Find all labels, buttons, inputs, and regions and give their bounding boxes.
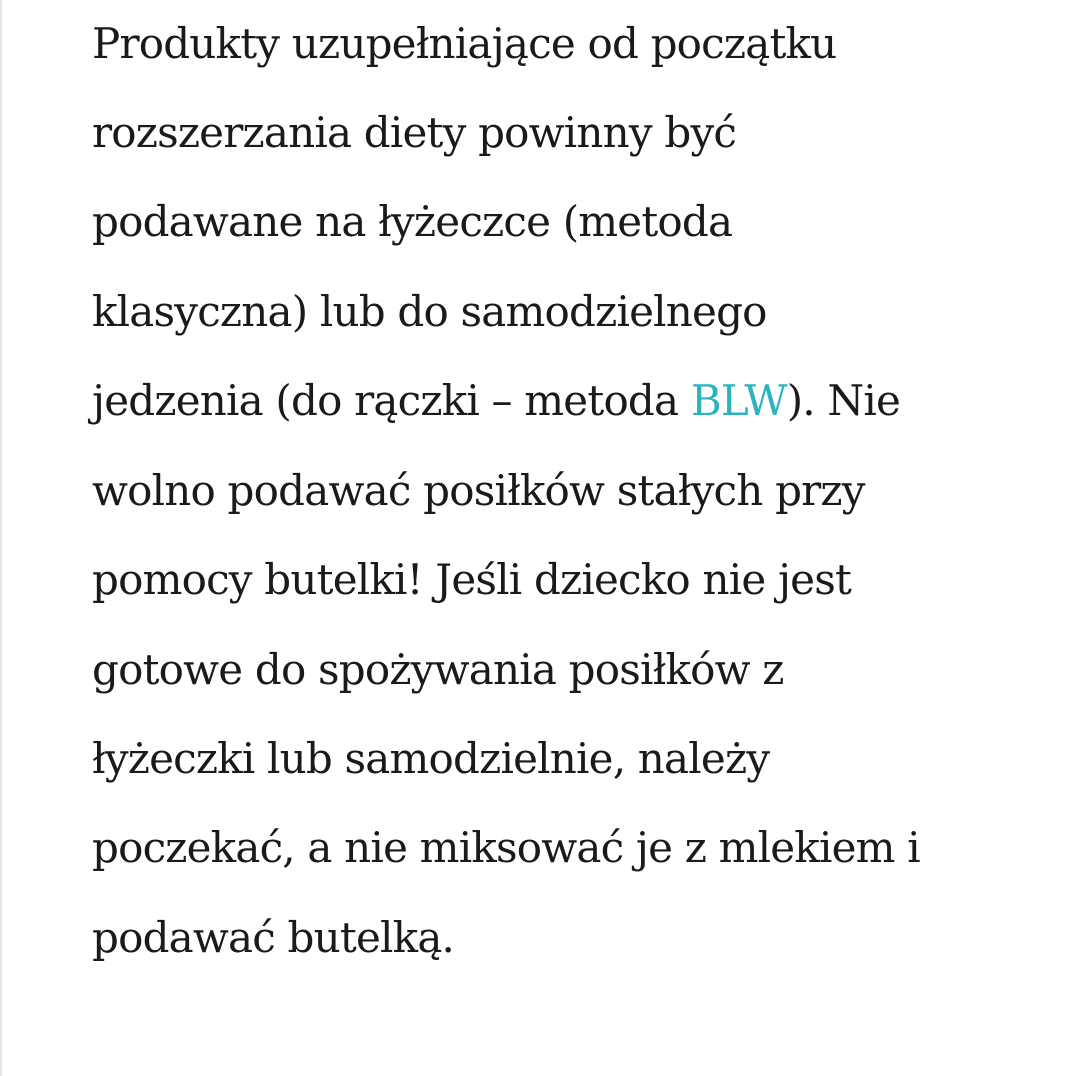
paragraph-line-5 — [92, 371, 900, 431]
paragraph-line-5-end: ). Nie — [786, 376, 901, 425]
paragraph-line-6: wolno podawać posiłków stałych przy — [92, 466, 865, 515]
paragraph-line-7: pomocy butelki! Jeśli dziecko nie jest — [92, 555, 852, 604]
paragraph-line-10: poczekać, a nie miksować je z mlekiem i — [92, 823, 920, 872]
paragraph-line-9: łyżeczki lub samodzielnie, należy — [92, 734, 770, 783]
paragraph-line-8: gotowe do spożywania posiłków z — [92, 645, 784, 694]
paragraph-line-11: podawać butelką. — [92, 913, 455, 962]
paragraph-line-2: rozszerzania diety powinny być — [92, 108, 737, 157]
paragraph-line-1: Produkty uzupełniające od początku — [92, 19, 837, 68]
paragraph-line-4: klasyczna) lub do samodzielnego — [92, 287, 767, 336]
blw-link[interactable]: BLW — [690, 376, 787, 425]
page-left-border — [0, 0, 2, 1076]
paragraph-line-3: podawane na łyżeczce (metoda — [92, 197, 733, 246]
paragraph-line-5-start: jedzenia (do rączki – metoda — [92, 376, 691, 425]
